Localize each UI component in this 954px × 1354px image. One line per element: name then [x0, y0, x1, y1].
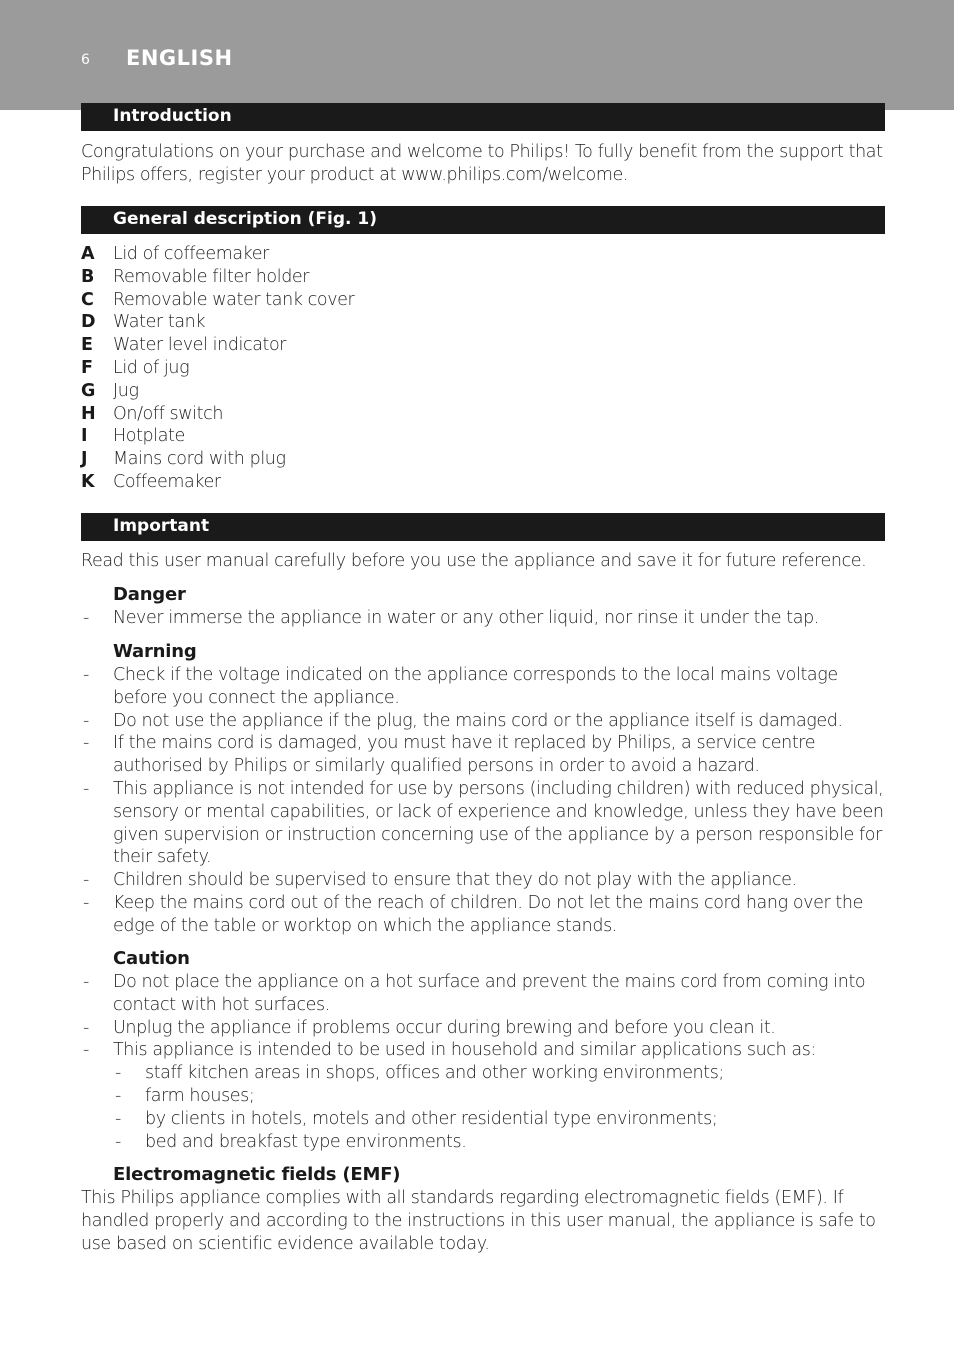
- list-item: - Never immerse the appliance in water or any other liquid, nor rinse it under the tap.: [83, 608, 819, 628]
- part-label: Mains cord with plug: [113, 449, 286, 470]
- part-label: Jug: [113, 380, 139, 401]
- part-item: [81, 380, 781, 403]
- introduction-text: Congratulations on your purchase and welcome to Philips! To fully benefit from the support that Philips offers, register your product at www.philips.com/welcome.: [81, 142, 883, 185]
- part-item: [81, 311, 781, 334]
- part-key: C: [81, 289, 94, 310]
- page-number: 6: [81, 52, 90, 68]
- list-item: - This appliance is intended to be used in household and similar applications such as:: [83, 1040, 816, 1061]
- part-label: Water tank: [113, 312, 206, 333]
- list-subitem: - by clients in hotels, motels and other residential type environments;: [115, 1108, 718, 1129]
- part-item: [81, 289, 781, 312]
- list-subitem: - bed and breakfast type environments.: [115, 1131, 467, 1152]
- part-key: E: [81, 335, 93, 356]
- part-label: Hotplate: [113, 426, 185, 447]
- part-key: K: [81, 471, 95, 492]
- list-item: - Keep the mains cord out of the reach of children. Do not let the mains cord hang over the edge of the table or worktop on which the appliance stands.: [83, 892, 863, 936]
- part-key: J: [81, 449, 88, 470]
- part-item: [81, 403, 781, 426]
- list-item: - This appliance is not intended for use by persons (including children) with reduced physical, sensory or mental capabilities, or lack of experience and knowledge, unless they have been given supervision or instruction concerning use of the appliance by a person responsible for their safety.: [83, 778, 884, 868]
- emf-text: This Philips appliance complies with all standards regarding electromagnetic fields (EMF). If handled properly and according to the instructions in this user manual, the appliance is safe to use based on scientific evidence available today.: [81, 1188, 876, 1254]
- list-item: - Unplug the appliance if problems occur during brewing and before you clean it.: [83, 1017, 776, 1038]
- part-label: Coffeemaker: [113, 471, 221, 492]
- language-title: ENGLISH: [126, 46, 233, 70]
- warning-list: [81, 664, 891, 938]
- part-item: [81, 448, 781, 471]
- section-title-introduction: Introduction: [113, 106, 232, 126]
- list-subitem: - staff kitchen areas in shops, offices and other working environments;: [115, 1063, 724, 1084]
- part-label: Removable filter holder: [113, 266, 310, 287]
- part-label: On/off switch: [113, 403, 224, 424]
- danger-list: [81, 607, 891, 630]
- list-subitem: - farm houses;: [115, 1085, 255, 1106]
- list-item: - If the mains cord is damaged, you must have it replaced by Philips, a service centre authorised by Philips or similarly qualified persons in order to avoid a hazard.: [83, 733, 816, 777]
- section-title-general-description: General description (Fig. 1): [113, 209, 377, 229]
- important-intro: Read this user manual carefully before you use the appliance and save it for future reference.: [81, 551, 867, 571]
- part-list: [81, 243, 781, 494]
- part-label: Removable water tank cover: [113, 289, 355, 310]
- caution-heading: Caution: [113, 948, 190, 969]
- part-key: F: [81, 357, 93, 378]
- part-item: [81, 471, 781, 494]
- part-item: [81, 243, 781, 266]
- part-item: [81, 425, 781, 448]
- part-key: H: [81, 403, 96, 424]
- part-key: B: [81, 266, 95, 287]
- part-key: A: [81, 244, 95, 264]
- part-item: [81, 334, 781, 357]
- part-item: [81, 266, 781, 289]
- section-bar-introduction: [81, 103, 885, 131]
- danger-heading: Danger: [113, 584, 186, 605]
- part-key: D: [81, 312, 96, 333]
- emf-heading: Electromagnetic fields (EMF): [113, 1164, 401, 1185]
- caution-list: [81, 971, 891, 1153]
- part-label: Lid of coffeemaker: [113, 244, 269, 264]
- header-band: [0, 0, 954, 110]
- section-title-important: Important: [113, 516, 210, 536]
- section-bar-important: [81, 513, 885, 541]
- part-label: Lid of jug: [113, 357, 190, 378]
- list-item: - Children should be supervised to ensure that they do not play with the appliance.: [83, 870, 797, 891]
- warning-heading: Warning: [113, 641, 197, 662]
- list-item: - Do not place the appliance on a hot surface and prevent the mains cord from coming into contact with hot surfaces.: [83, 972, 866, 1015]
- part-key: G: [81, 380, 96, 401]
- part-label: Water level indicator: [113, 335, 287, 356]
- section-bar-general-description: [81, 206, 885, 234]
- part-key: I: [81, 426, 88, 447]
- part-item: [81, 357, 781, 380]
- list-item: - Do not use the appliance if the plug, the mains cord or the appliance itself is damaged.: [83, 710, 843, 731]
- list-item: - Check if the voltage indicated on the appliance corresponds to the local mains voltage before you connect the appliance.: [83, 665, 838, 708]
